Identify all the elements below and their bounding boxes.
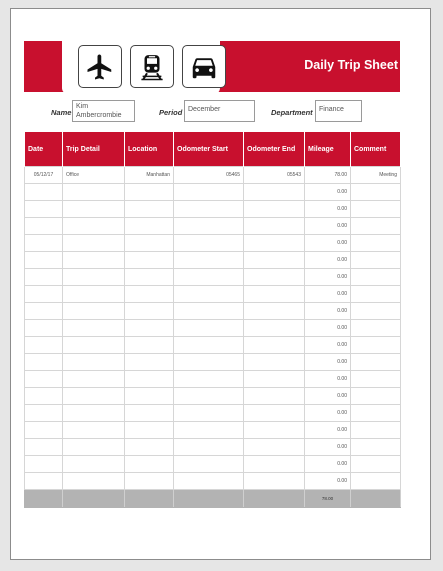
- cell-mileage[interactable]: 0.00: [305, 235, 351, 252]
- cell-date[interactable]: [25, 456, 63, 473]
- cell-date[interactable]: [25, 201, 63, 218]
- period-label: Period: [159, 108, 183, 117]
- cell-mileage[interactable]: 0.00: [305, 388, 351, 405]
- cell-odometer-start[interactable]: [174, 320, 244, 337]
- cell-location[interactable]: [125, 337, 174, 354]
- cell-comment[interactable]: [351, 269, 401, 286]
- cell-trip-detail[interactable]: [63, 218, 125, 235]
- cell-location[interactable]: [125, 218, 174, 235]
- trip-table-body: [25, 167, 401, 490]
- cell-comment[interactable]: [351, 303, 401, 320]
- total-cell: [351, 490, 401, 508]
- cell-date[interactable]: [25, 473, 63, 490]
- cell-mileage[interactable]: 0.00: [305, 252, 351, 269]
- cell-comment[interactable]: [351, 286, 401, 303]
- table-row: [25, 252, 401, 269]
- cell-mileage[interactable]: 0.00: [305, 201, 351, 218]
- table-row: [25, 184, 401, 201]
- cell-location[interactable]: [125, 422, 174, 439]
- cell-trip-detail[interactable]: Office: [63, 167, 125, 184]
- cell-location[interactable]: [125, 303, 174, 320]
- column-header-date: Date: [25, 132, 63, 167]
- cell-odometer-end[interactable]: [244, 303, 305, 320]
- total-cell: [63, 490, 125, 508]
- car-icon: [182, 45, 226, 88]
- cell-trip-detail[interactable]: [63, 405, 125, 422]
- cell-location[interactable]: Manhattan: [125, 167, 174, 184]
- department-label: Department: [271, 108, 313, 117]
- cell-date[interactable]: [25, 269, 63, 286]
- table-row: [25, 218, 401, 235]
- cell-trip-detail[interactable]: [63, 303, 125, 320]
- table-row: [25, 201, 401, 218]
- name-field[interactable]: Kim Ambercrombie: [72, 100, 135, 122]
- cell-date[interactable]: [25, 303, 63, 320]
- cell-odometer-start[interactable]: [174, 439, 244, 456]
- cell-odometer-start[interactable]: [174, 184, 244, 201]
- cell-date[interactable]: [25, 286, 63, 303]
- table-row: [25, 286, 401, 303]
- cell-odometer-end[interactable]: [244, 286, 305, 303]
- cell-mileage[interactable]: 0.00: [305, 320, 351, 337]
- period-field[interactable]: December: [184, 100, 255, 122]
- cell-trip-detail[interactable]: [63, 354, 125, 371]
- cell-odometer-end[interactable]: [244, 439, 305, 456]
- total-cell: [125, 490, 174, 508]
- table-row: [25, 269, 401, 286]
- cell-trip-detail[interactable]: [63, 388, 125, 405]
- cell-comment[interactable]: [351, 184, 401, 201]
- cell-mileage[interactable]: 0.00: [305, 456, 351, 473]
- cell-odometer-start[interactable]: [174, 201, 244, 218]
- cell-odometer-end[interactable]: [244, 337, 305, 354]
- cell-mileage[interactable]: 0.00: [305, 218, 351, 235]
- table-row: [25, 456, 401, 473]
- cell-date[interactable]: [25, 235, 63, 252]
- cell-odometer-end[interactable]: [244, 473, 305, 490]
- cell-comment[interactable]: [351, 473, 401, 490]
- total-row: [25, 490, 401, 508]
- department-field[interactable]: Finance: [315, 100, 362, 122]
- total-cell: [174, 490, 244, 508]
- train-icon: [130, 45, 174, 88]
- cell-odometer-end[interactable]: [244, 388, 305, 405]
- cell-date[interactable]: [25, 354, 63, 371]
- cell-comment[interactable]: [351, 405, 401, 422]
- cell-location[interactable]: [125, 184, 174, 201]
- table-header-row: [25, 132, 401, 167]
- cell-comment[interactable]: [351, 371, 401, 388]
- cell-odometer-end[interactable]: [244, 269, 305, 286]
- table-row: [25, 235, 401, 252]
- cell-date[interactable]: [25, 388, 63, 405]
- cell-mileage[interactable]: 0.00: [305, 303, 351, 320]
- cell-date[interactable]: 05/12/17: [25, 167, 63, 184]
- cell-mileage[interactable]: 0.00: [305, 269, 351, 286]
- cell-comment[interactable]: [351, 252, 401, 269]
- table-row: [25, 354, 401, 371]
- cell-trip-detail[interactable]: [63, 184, 125, 201]
- cell-trip-detail[interactable]: [63, 269, 125, 286]
- cell-location[interactable]: [125, 405, 174, 422]
- cell-comment[interactable]: [351, 422, 401, 439]
- cell-odometer-start[interactable]: [174, 218, 244, 235]
- cell-odometer-end[interactable]: [244, 218, 305, 235]
- cell-comment[interactable]: [351, 320, 401, 337]
- cell-odometer-start[interactable]: [174, 269, 244, 286]
- cell-location[interactable]: [125, 320, 174, 337]
- total-cell: [244, 490, 305, 508]
- cell-odometer-start[interactable]: [174, 405, 244, 422]
- cell-trip-detail[interactable]: [63, 235, 125, 252]
- total-mileage: 78.00: [305, 490, 351, 508]
- cell-comment[interactable]: [351, 218, 401, 235]
- column-header-odometer-end: Odometer End: [244, 132, 305, 167]
- cell-location[interactable]: [125, 388, 174, 405]
- cell-trip-detail[interactable]: [63, 456, 125, 473]
- cell-date[interactable]: [25, 337, 63, 354]
- cell-odometer-end[interactable]: [244, 405, 305, 422]
- cell-comment[interactable]: [351, 354, 401, 371]
- cell-mileage[interactable]: 0.00: [305, 371, 351, 388]
- cell-mileage[interactable]: 0.00: [305, 286, 351, 303]
- cell-trip-detail[interactable]: [63, 371, 125, 388]
- cell-comment[interactable]: [351, 456, 401, 473]
- sheet-title: Daily Trip Sheet: [304, 58, 398, 72]
- cell-odometer-start[interactable]: 05465: [174, 167, 244, 184]
- cell-odometer-start[interactable]: [174, 286, 244, 303]
- cell-odometer-end[interactable]: 05543: [244, 167, 305, 184]
- cell-trip-detail[interactable]: [63, 337, 125, 354]
- cell-odometer-end[interactable]: [244, 422, 305, 439]
- cell-odometer-start[interactable]: [174, 456, 244, 473]
- cell-mileage[interactable]: 0.00: [305, 439, 351, 456]
- trip-table: [24, 132, 401, 508]
- cell-trip-detail[interactable]: [63, 286, 125, 303]
- cell-date[interactable]: [25, 320, 63, 337]
- table-row: [25, 439, 401, 456]
- cell-comment[interactable]: [351, 201, 401, 218]
- cell-location[interactable]: [125, 286, 174, 303]
- cell-comment[interactable]: [351, 235, 401, 252]
- cell-location[interactable]: [125, 473, 174, 490]
- cell-mileage[interactable]: 0.00: [305, 337, 351, 354]
- cell-odometer-start[interactable]: [174, 303, 244, 320]
- cell-odometer-end[interactable]: [244, 371, 305, 388]
- cell-odometer-end[interactable]: [244, 184, 305, 201]
- cell-mileage[interactable]: 0.00: [305, 473, 351, 490]
- cell-odometer-end[interactable]: [244, 252, 305, 269]
- cell-date[interactable]: [25, 422, 63, 439]
- cell-date[interactable]: [25, 439, 63, 456]
- cell-trip-detail[interactable]: [63, 320, 125, 337]
- cell-mileage[interactable]: 0.00: [305, 405, 351, 422]
- cell-date[interactable]: [25, 405, 63, 422]
- table-row: [25, 371, 401, 388]
- cell-odometer-start[interactable]: [174, 337, 244, 354]
- table-row: [25, 167, 401, 184]
- cell-date[interactable]: [25, 184, 63, 201]
- cell-odometer-start[interactable]: [174, 388, 244, 405]
- cell-odometer-start[interactable]: [174, 371, 244, 388]
- cell-trip-detail[interactable]: [63, 473, 125, 490]
- cell-date[interactable]: [25, 218, 63, 235]
- cell-odometer-start[interactable]: [174, 354, 244, 371]
- column-header-comment: Comment: [351, 132, 401, 167]
- cell-comment[interactable]: [351, 388, 401, 405]
- column-header-location: Location: [125, 132, 174, 167]
- table-row: [25, 405, 401, 422]
- cell-odometer-end[interactable]: [244, 354, 305, 371]
- cell-location[interactable]: [125, 456, 174, 473]
- column-header-mileage: Mileage: [305, 132, 351, 167]
- cell-odometer-start[interactable]: [174, 422, 244, 439]
- cell-trip-detail[interactable]: [63, 201, 125, 218]
- table-row: [25, 422, 401, 439]
- cell-odometer-end[interactable]: [244, 320, 305, 337]
- table-row: [25, 320, 401, 337]
- cell-date[interactable]: [25, 252, 63, 269]
- column-header-odometer-start: Odometer Start: [174, 132, 244, 167]
- cell-odometer-start[interactable]: [174, 252, 244, 269]
- table-row: [25, 473, 401, 490]
- cell-trip-detail[interactable]: [63, 252, 125, 269]
- cell-comment[interactable]: [351, 337, 401, 354]
- cell-mileage[interactable]: 78.00: [305, 167, 351, 184]
- cell-trip-detail[interactable]: [63, 439, 125, 456]
- cell-comment[interactable]: [351, 439, 401, 456]
- name-label: Name: [51, 108, 72, 117]
- cell-location[interactable]: [125, 371, 174, 388]
- cell-odometer-start[interactable]: [174, 235, 244, 252]
- table-row: [25, 388, 401, 405]
- cell-mileage[interactable]: 0.00: [305, 422, 351, 439]
- column-header-trip-detail: Trip Detail: [63, 132, 125, 167]
- cell-odometer-end[interactable]: [244, 201, 305, 218]
- cell-location[interactable]: [125, 439, 174, 456]
- cell-odometer-end[interactable]: [244, 235, 305, 252]
- cell-location[interactable]: [125, 201, 174, 218]
- cell-trip-detail[interactable]: [63, 422, 125, 439]
- total-cell: [25, 490, 63, 508]
- cell-odometer-end[interactable]: [244, 456, 305, 473]
- cell-location[interactable]: [125, 252, 174, 269]
- cell-location[interactable]: [125, 235, 174, 252]
- cell-odometer-start[interactable]: [174, 473, 244, 490]
- cell-date[interactable]: [25, 371, 63, 388]
- cell-location[interactable]: [125, 269, 174, 286]
- cell-location[interactable]: [125, 354, 174, 371]
- cell-mileage[interactable]: 0.00: [305, 354, 351, 371]
- table-row: [25, 337, 401, 354]
- cell-mileage[interactable]: 0.00: [305, 184, 351, 201]
- airplane-icon: [78, 45, 122, 88]
- cell-comment[interactable]: Meeting: [351, 167, 401, 184]
- table-row: [25, 303, 401, 320]
